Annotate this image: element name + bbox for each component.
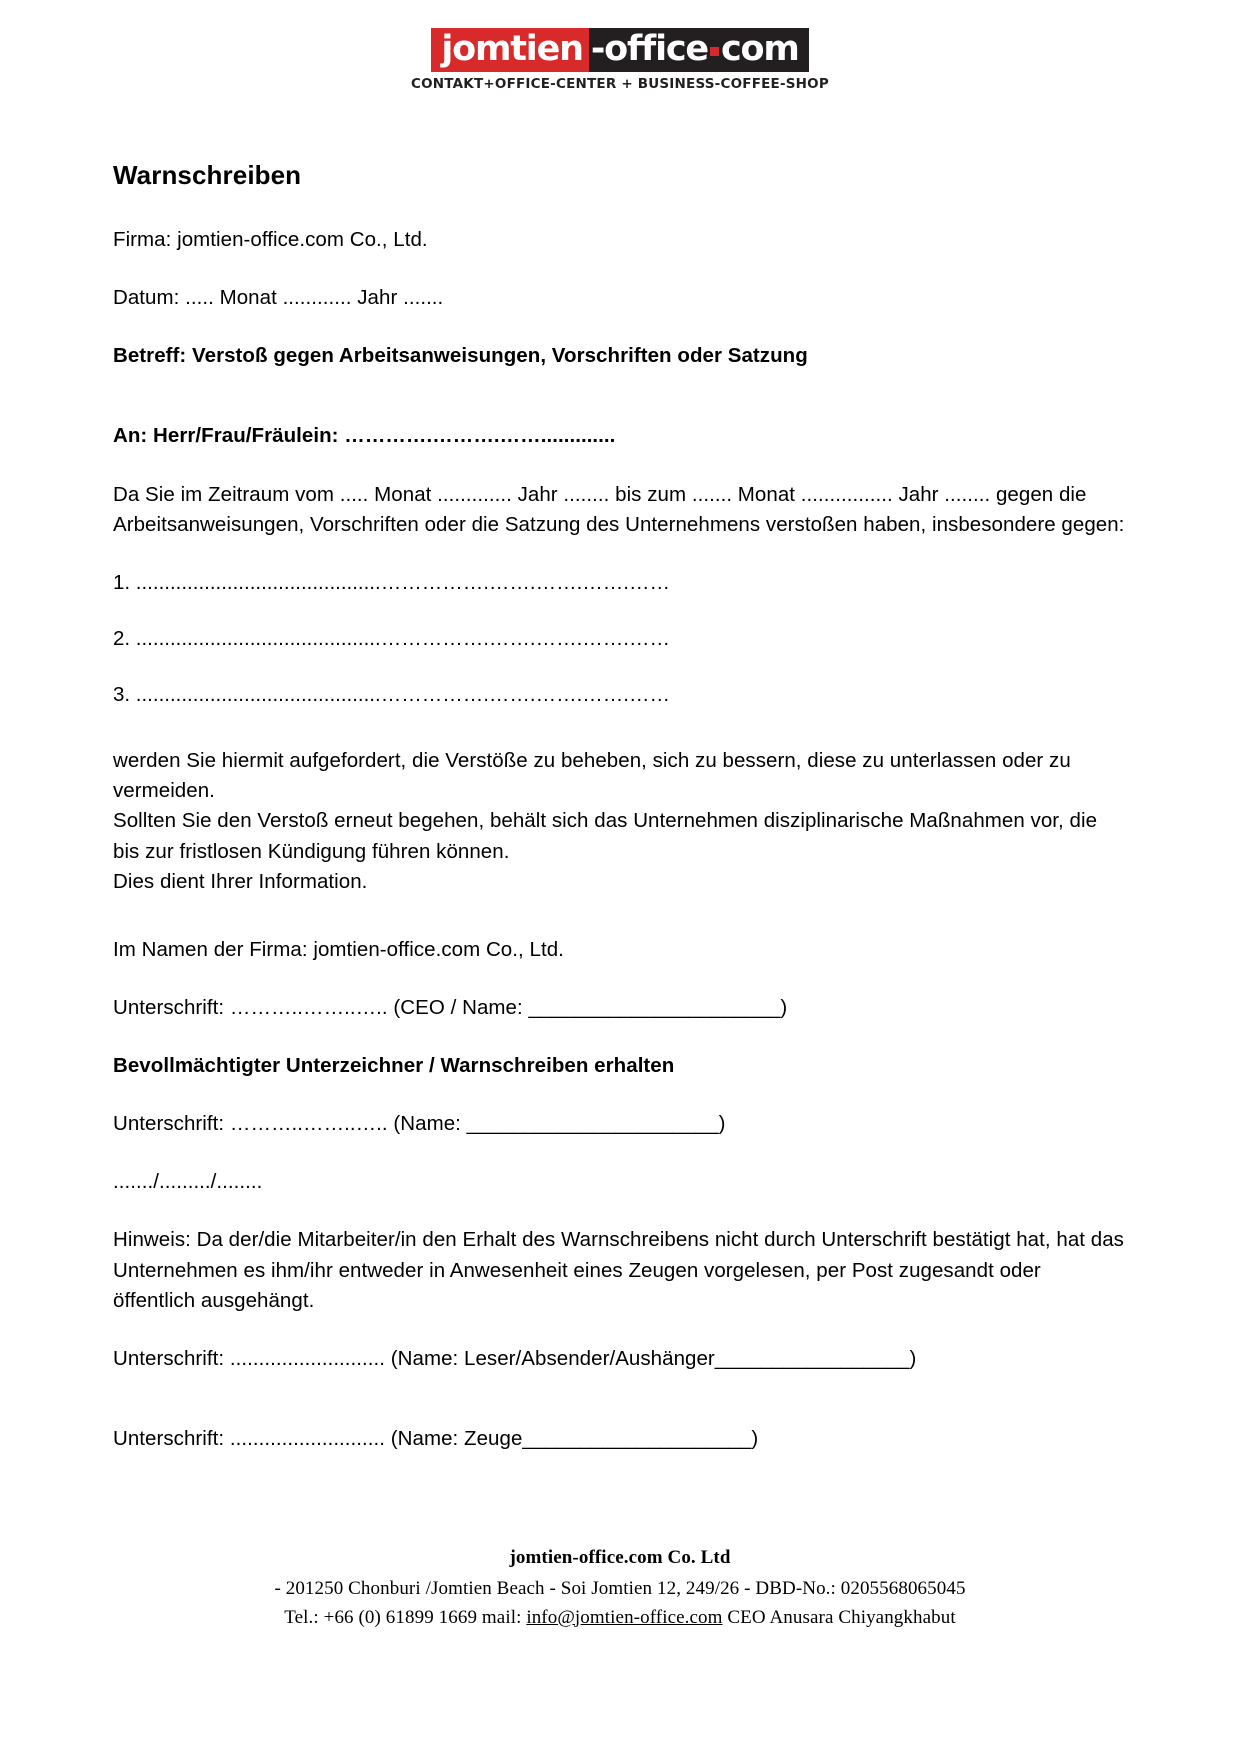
spacer	[113, 1402, 1128, 1424]
footer-email-link[interactable]: info@jomtien-office.com	[526, 1606, 723, 1628]
logo-bar	[431, 28, 808, 72]
spacer	[113, 399, 1128, 421]
document-body	[113, 160, 1128, 1482]
logo-tagline: CONTAKT+OFFICE-CENTER + BUSINESS-COFFEE-SHOP	[411, 76, 829, 92]
logo-word-com: com	[720, 28, 799, 69]
date-line: Datum: ..... Monat ............ Jahr .......	[113, 286, 444, 310]
footer-company-name: jomtien-office.com Co. Ltd	[509, 1547, 731, 1568]
notice-paragraph: Hinweis: Da der/die Mitarbeiter/in den Erhalt des Warnschreibens nicht durch Unterschrift bestätigt hat, hat das Unternehmen es ihm/ihr entweder in Anwesenheit eines Zeugen vorgelesen, per Post zugesandt oder öffentlich ausgehängt.	[113, 1228, 1124, 1312]
violation-line-3: 3. ...........................................…………….…….…….…….……	[113, 683, 670, 706]
demand-paragraph: werden Sie hiermit aufgefordert, die Verstöße zu beheben, sich zu bessern, diese zu unterlassen oder zu vermeiden.	[113, 749, 1071, 803]
recipient-line: An: Herr/Frau/Fräulein: ………….……….…….............	[113, 424, 616, 448]
logo-word-office: -office	[590, 28, 708, 69]
page-footer	[0, 1547, 1240, 1632]
page-title: Warnschreiben	[113, 160, 302, 190]
logo-word-jomtien: jomtien	[441, 28, 583, 69]
company-line: Firma: jomtien-office.com Co., Ltd.	[113, 228, 428, 251]
on-behalf-line: Im Namen der Firma: jomtien-office.com Co., Ltd.	[113, 937, 564, 961]
consequence-paragraph: Sollten Sie den Verstoß erneut begehen, behält sich das Unternehmen disziplinarische Maßnahmen vor, die bis zur fristlosen Kündigung führen können.	[113, 809, 1098, 863]
subject-line: Betreff: Verstoß gegen Arbeitsanweisungen, Vorschriften oder Satzung	[113, 344, 808, 368]
logo-red-dot-icon	[710, 47, 719, 56]
signature-reader-line: Unterschrift: ........................... (Name: Leser/Absender/Aushänger_________________)	[113, 1346, 917, 1370]
footer-contact-prefix: Tel.: +66 (0) 61899 1669 mail:	[284, 1606, 527, 1628]
date-slashes-line: ......./........./........	[113, 1170, 263, 1194]
logo-red-panel	[431, 28, 589, 72]
information-line: Dies dient Ihrer Information.	[113, 869, 368, 893]
spacer	[113, 925, 1128, 935]
authorized-signer-heading: Bevollmächtigter Unterzeichner / Warnschreiben erhalten	[113, 1054, 675, 1077]
violation-line-2: 2. ...........................................…………….…….…….…….……	[113, 626, 670, 650]
signature-authorized-line: Unterschrift: ………..……..….. (Name: ______________________)	[113, 1112, 726, 1136]
spacer	[113, 736, 1128, 746]
intro-paragraph: Da Sie im Zeitraum vom ..... Monat ............. Jahr ........ bis zum ....... Monat ................ Jahr ........ gegen die Arbeitsanweisungen, Vorschriften oder die Satzung des Unternehmens verstoßen haben, insbesondere gegen:	[113, 482, 1125, 536]
violation-line-1: 1. ...........................................…………….…….…….…….……	[113, 570, 670, 594]
footer-contact-suffix: CEO Anusara Chiyangkhabut	[722, 1606, 956, 1628]
signature-witness-line: Unterschrift: ........................... (Name: Zeuge____________________)	[113, 1426, 759, 1450]
signature-ceo-line: Unterschrift: ………..……..….. (CEO / Name: ______________________)	[113, 995, 788, 1019]
footer-contact	[0, 1604, 1240, 1633]
company-logo	[0, 28, 1240, 92]
footer-address: - 201250 Chonburi /Jomtien Beach - Soi Jomtien 12, 249/26 - DBD-No.: 0205568065045	[274, 1578, 966, 1599]
logo-black-panel	[589, 28, 809, 72]
